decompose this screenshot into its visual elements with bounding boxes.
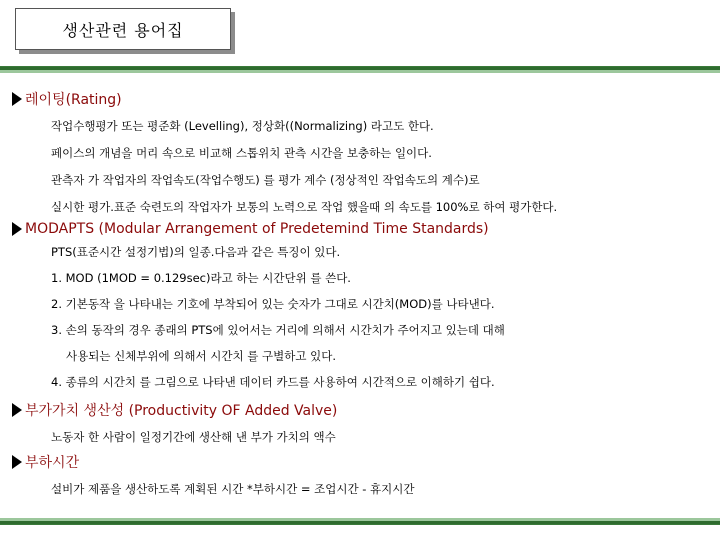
triangle-bullet-icon — [12, 403, 22, 417]
modapts-line-5: 사용되는 신체부위에 의해서 시간치 를 구별하고 있다. — [66, 349, 336, 363]
top-divider — [0, 66, 720, 70]
section-heading-productivity — [12, 400, 337, 420]
triangle-bullet-icon — [12, 92, 22, 106]
section-heading-load-time — [12, 452, 79, 472]
section-heading-text: 레이팅(Rating) — [25, 92, 122, 108]
section-heading-modapts — [12, 221, 489, 237]
bottom-divider — [0, 521, 720, 525]
rating-line-2: 페이스의 개념을 머리 속으로 비교해 스톱위치 관측 시간을 보충하는 일이다. — [51, 146, 432, 160]
section-heading-text: 부가가치 생산성 (Productivity OF Added Valve) — [25, 403, 338, 419]
modapts-line-4: 3. 손의 동작의 경우 종래의 PTS에 있어서는 거리에 의해서 시간치가 주어지고 있는데 대해 — [51, 323, 505, 337]
productivity-line-1: 노동자 한 사람이 일정기간에 생산해 낸 부가 가치의 액수 — [51, 430, 336, 444]
modapts-line-1: PTS(표준시간 설정기법)의 일종.다음과 같은 특징이 있다. — [51, 245, 341, 259]
load-time-line-1: 설비가 제품을 생산하도록 계획된 시간 *부하시간 = 조업시간 - 휴지시간 — [51, 482, 415, 496]
modapts-line-6: 4. 종류의 시간치 를 그림으로 나타낸 데이터 카드를 사용하여 시간적으로 이해하기 쉽다. — [51, 375, 495, 389]
modapts-line-3: 2. 기본동작 을 나타내는 기호에 부착되어 있는 숫자가 그대로 시간치(MOD)를 나타낸다. — [51, 297, 495, 311]
section-heading-text: MODAPTS (Modular Arrangement of Predetemind Time Standards) — [25, 221, 489, 237]
triangle-bullet-icon — [12, 222, 22, 236]
rating-line-4: 실시한 평가.표준 숙련도의 작업자가 보통의 노력으로 작업 했을때 의 속도를 100%로 하여 평가한다. — [51, 200, 558, 214]
rating-line-1: 작업수행평가 또는 평준화 (Levelling), 정상화((Normalizing) 라고도 한다. — [51, 119, 434, 133]
section-heading-text: 부하시간 — [25, 455, 80, 471]
modapts-line-2: 1. MOD (1MOD = 0.129sec)라고 하는 시간단위 를 쓴다. — [51, 271, 351, 285]
triangle-bullet-icon — [12, 455, 22, 469]
section-heading-rating — [12, 89, 122, 109]
page-title: 생산관련 용어집 — [15, 8, 231, 50]
rating-line-3: 관측자 가 작업자의 작업속도(작업수행도) 를 평가 계수 (정상적인 작업속도의 계수)로 — [51, 173, 480, 187]
